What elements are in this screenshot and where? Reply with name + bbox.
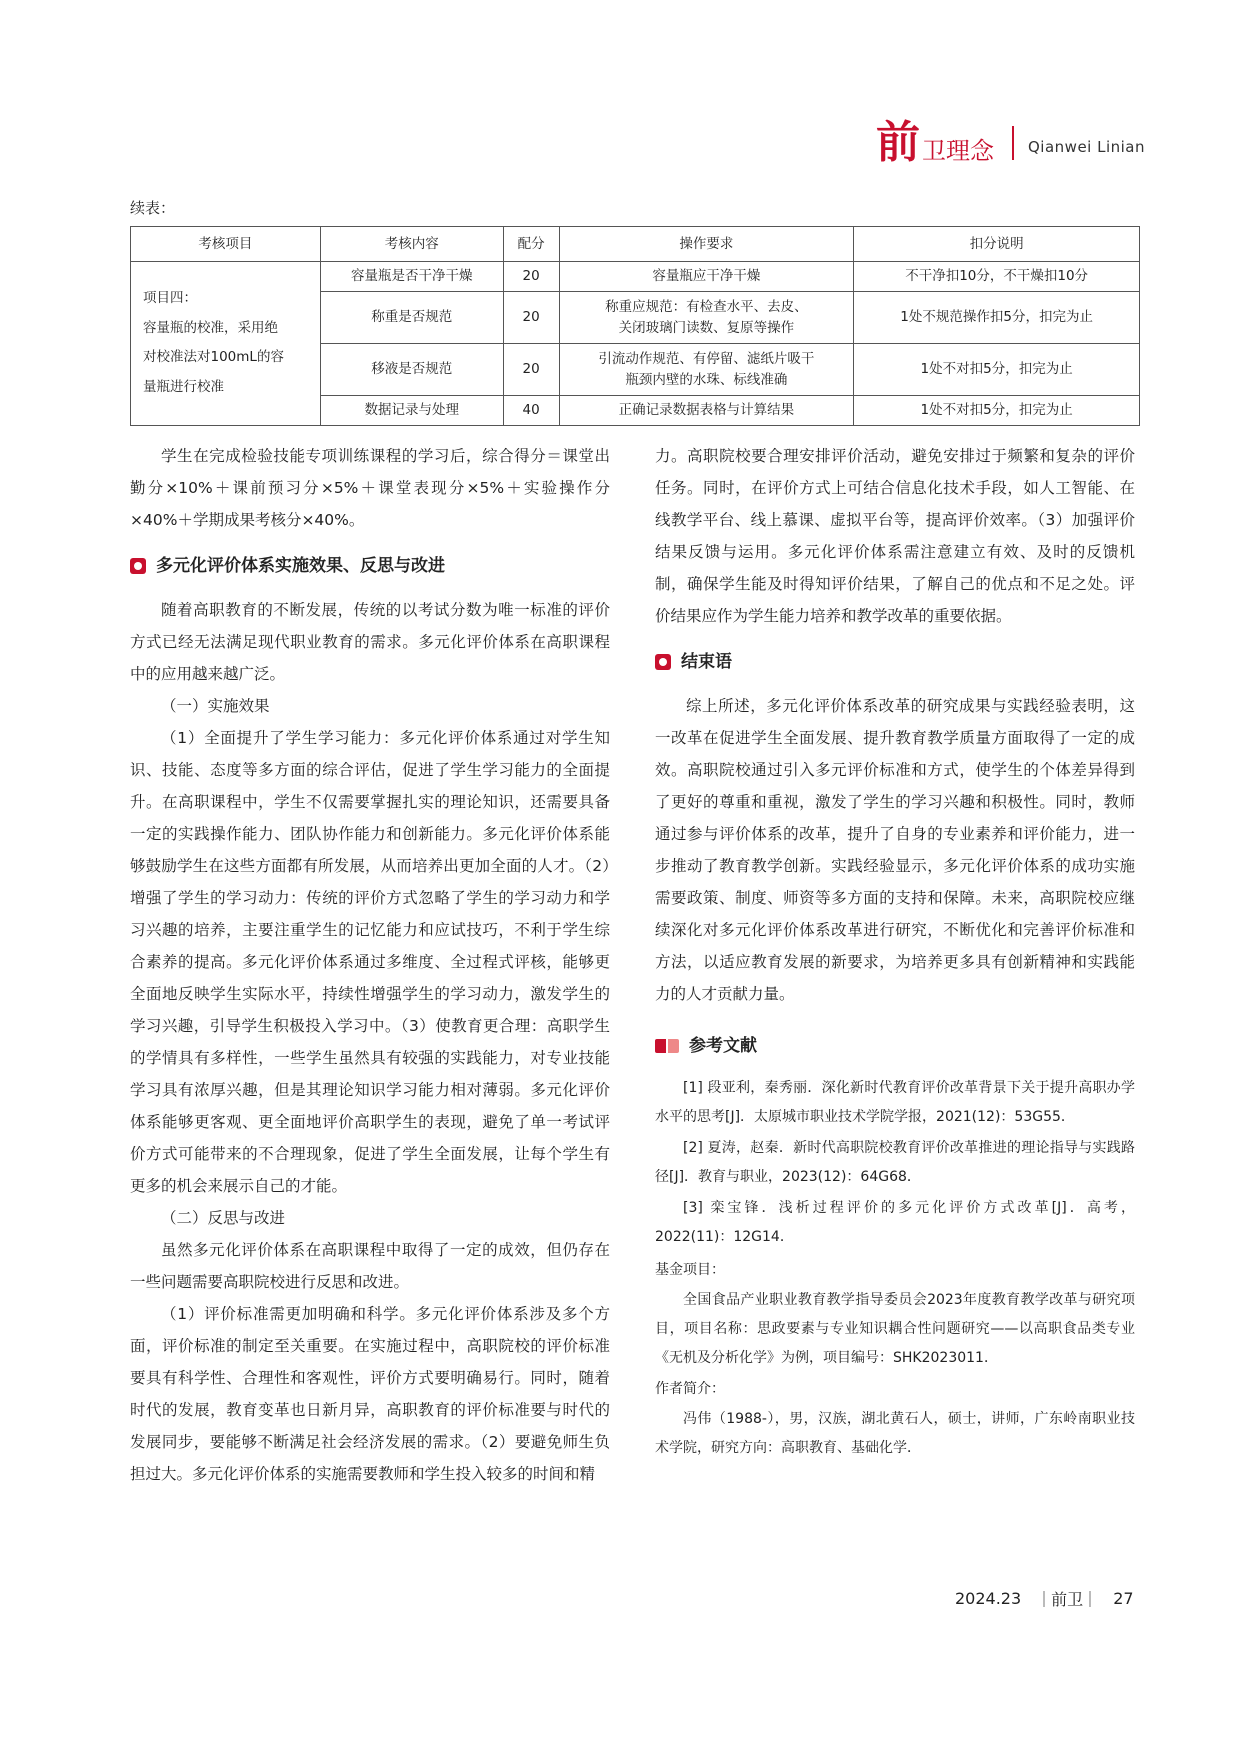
deduction-cell: 不干净扣10分，不干燥扣10分 [854, 262, 1140, 292]
brand-divider [1012, 126, 1014, 160]
section-heading-conclusion [655, 646, 1135, 678]
table-header-row [131, 227, 1140, 262]
page-number: 27 [1113, 1589, 1134, 1608]
header-score: 配分 [503, 227, 559, 262]
journal-brand [876, 118, 1145, 168]
fund-label: 基金项目： [655, 1262, 725, 1278]
deduction-cell: 1处不对扣5分，扣完为止 [854, 344, 1140, 396]
requirement-cell [559, 344, 854, 396]
requirement-line: 引流动作规范、有停留、滤纸片吸干 [598, 350, 815, 367]
conclusion-paragraph: 综上所述，多元化评价体系改革的研究成果与实践经验表明，这一改革在促进学生全面发展、提升教育教学质量方面取得了一定的成效。高职院校通过引入多元评价标准和方式，使学生的个体差异得到了更好的尊重和重视，激发了学生的学习兴趣和积极性。同时，教师通过参与评价体系的改革，提升了自身的专业素养和评价能力，进一步推动了教育教学创新。实践经验显示，多元化评价体系的成功实施需要政策、制度、师资等多方面的支持和保障。未来，高职院校应继续深化对多元化评价体系改革进行研究，不断优化和完善评价标准和方法，以适应教育发展的新要求，为培养更多具有创新精神和实践能力的人才贡献力量。 [655, 697, 1135, 1003]
continued-paragraph: 力。高职院校要合理安排评价活动，避免安排过于频繁和复杂的评价任务。同时，在评价方式上可结合信息化技术手段，如人工智能、在线教学平台、线上慕课、虚拟平台等，提高评价效率。（3）加强评价结果反馈与运用。多元化评价体系需注意建立有效、及时的反馈机制，确保学生能及时得知评价结果，了解自己的优点和不足之处。评价结果应作为学生能力培养和教学改革的重要依据。 [655, 447, 1135, 625]
intro-paragraph: 随着高职教育的不断发展，传统的以考试分数为唯一标准的评价方式已经无法满足现代职业教育的需求。多元化评价体系在高职课程中的应用越来越广泛。 [130, 601, 610, 683]
project-line: 容量瓶的校准，采用绝 [143, 319, 278, 336]
content-cell: 容量瓶是否干净干燥 [320, 262, 503, 292]
content-cell: 移液是否规范 [320, 344, 503, 396]
requirement-cell: 容量瓶应干净干燥 [559, 262, 854, 292]
improvement-paragraph: （1）评价标准需更加明确和科学。多元化评价体系涉及多个方面，评价标准的制定至关重要。在实施过程中，高职院校的评价标准要具有科学性、合理性和客观性，评价方式要明确易行。同时，随着时代的发展，教育变革也日新月异，高职教育的评价标准要与时代的发展同步，要能够不断满足社会经济发展的需求。（2）要避免师生负担过大。多元化评价体系的实施需要教师和学生投入较多的时间和精 [130, 1305, 610, 1483]
section-heading-effects [130, 550, 610, 582]
project-line: 项目四： [143, 290, 197, 307]
reflection-paragraph: 虽然多元化评价体系在高职课程中取得了一定的成效，但仍存在一些问题需要高职院校进行反思和改进。 [130, 1241, 610, 1291]
effects-paragraph: （1）全面提升了学生学习能力：多元化评价体系通过对学生知识、技能、态度等多方面的综合评估，促进了学生学习能力的全面提升。在高职课程中，学生不仅需要掌握扎实的理论知识，还需要具备一定的实践操作能力、团队协作能力和创新能力。多元化评价体系能够鼓励学生在这些方面都有所发展，从而培养出更加全面的人才。（2）增强了学生的学习动力：传统的评价方式忽略了学生的学习动力和学习兴趣的培养，主要注重学生的记忆能力和应试技巧，不利于学生综合素养的提高。多元化评价体系通过多维度、全过程式评核，能够更全面地反映学生实际水平，持续性增强学生的学习动力，激发学生的学习兴趣，引导学生积极投入学习中。（3）使教育更合理：高职学生的学情具有多样性，一些学生虽然具有较强的实践能力，对专业技能学习具有浓厚兴趣，但是其理论知识学习能力相对薄弱。多元化评价体系能够更客观、更全面地评价高职学生的表现，避免了单一考试评价方式可能带来的不合理现象，促进了学生全面发展，让每个学生有更多的机会来展示自己的才能。 [130, 729, 610, 1195]
brand-big-char: 前 [876, 117, 920, 168]
project-line: 对校准法对100mL的容 [143, 349, 284, 366]
page-footer [955, 1587, 1134, 1610]
subheading-reflection: （二）反思与改进 [161, 1209, 286, 1227]
score-cell: 20 [503, 262, 559, 292]
author-text: 冯伟（1988-），男，汉族，湖北黄石人，硕士，讲师，广东岭南职业技术学院，研究方向：高职教育、基础化学． [655, 1411, 1135, 1456]
score-cell: 20 [503, 292, 559, 344]
section-marker-icon [130, 558, 146, 574]
requirement-cell [559, 292, 854, 344]
score-cell: 40 [503, 396, 559, 426]
assessment-table [130, 226, 1140, 426]
formula-paragraph: 学生在完成检验技能专项训练课程的学习后，综合得分＝课堂出勤分×10%＋课前预习分×5%＋课堂表现分×5%＋实验操作分×40%＋学期成果考核分×40%。 [130, 447, 610, 529]
section-heading-text: 结束语 [681, 652, 732, 672]
reference-item: [2] 夏涛，赵秦．新时代高职院校教育评价改革推进的理论指导与实践路径[J]．教育与职业，2023(12)：64G68． [655, 1140, 1135, 1185]
subheading-effects: （一）实施效果 [161, 697, 270, 715]
section-heading-text: 多元化评价体系实施效果、反思与改进 [156, 556, 445, 576]
section-heading-references [655, 1030, 1135, 1062]
issue-number: 2024.23 [955, 1589, 1022, 1608]
table-row [131, 262, 1140, 292]
score-cell: 20 [503, 344, 559, 396]
brand-pinyin: Qianwei Linian [1028, 138, 1146, 156]
deduction-cell: 1处不对扣5分，扣完为止 [854, 396, 1140, 426]
footer-journal: 前卫 [1051, 1590, 1084, 1609]
footer-divider [1089, 1591, 1091, 1607]
content-cell: 称重是否规范 [320, 292, 503, 344]
requirement-line: 称重应规范：有检查水平、去皮、 [605, 298, 808, 315]
requirement-cell: 正确记录数据表格与计算结果 [559, 396, 854, 426]
reference-item: [3] 栾宝锋．浅析过程评价的多元化评价方式改革[J]．高考，2022(11)：12G14． [655, 1200, 1135, 1245]
right-column [655, 440, 1135, 1463]
project-cell [131, 262, 321, 426]
section-heading-text: 参考文献 [689, 1036, 757, 1056]
requirement-line: 瓶颈内壁的水珠、标线准确 [625, 371, 788, 388]
content-cell: 数据记录与处理 [320, 396, 503, 426]
section-marker-icon [655, 654, 671, 670]
continued-table-label: 续表： [130, 199, 176, 217]
header-requirement: 操作要求 [559, 227, 854, 262]
header-deduction: 扣分说明 [854, 227, 1140, 262]
left-column [130, 440, 610, 1490]
reference-list [655, 1074, 1135, 1252]
fund-text: 全国食品产业职业教育教学指导委员会2023年度教育教学改革与研究项目，项目名称：思政要素与专业知识耦合性问题研究——以高职食品类专业《无机及分析化学》为例，项目编号：SHK2023011． [655, 1292, 1135, 1366]
reference-item: [1] 段亚利，秦秀丽．深化新时代教育评价改革背景下关于提升高职办学水平的思考[J]．太原城市职业技术学院学报，2021(12)：53G55． [655, 1080, 1135, 1125]
header-item: 考核项目 [131, 227, 321, 262]
project-line: 量瓶进行校准 [143, 379, 224, 396]
references-icon [655, 1039, 679, 1053]
header-content: 考核内容 [320, 227, 503, 262]
deduction-cell: 1处不规范操作扣5分，扣完为止 [854, 292, 1140, 344]
author-label: 作者简介： [655, 1381, 725, 1397]
requirement-line: 关闭玻璃门读数、复原等操作 [618, 319, 795, 336]
brand-rest: 卫理念 [922, 136, 994, 165]
footer-divider [1043, 1591, 1045, 1607]
